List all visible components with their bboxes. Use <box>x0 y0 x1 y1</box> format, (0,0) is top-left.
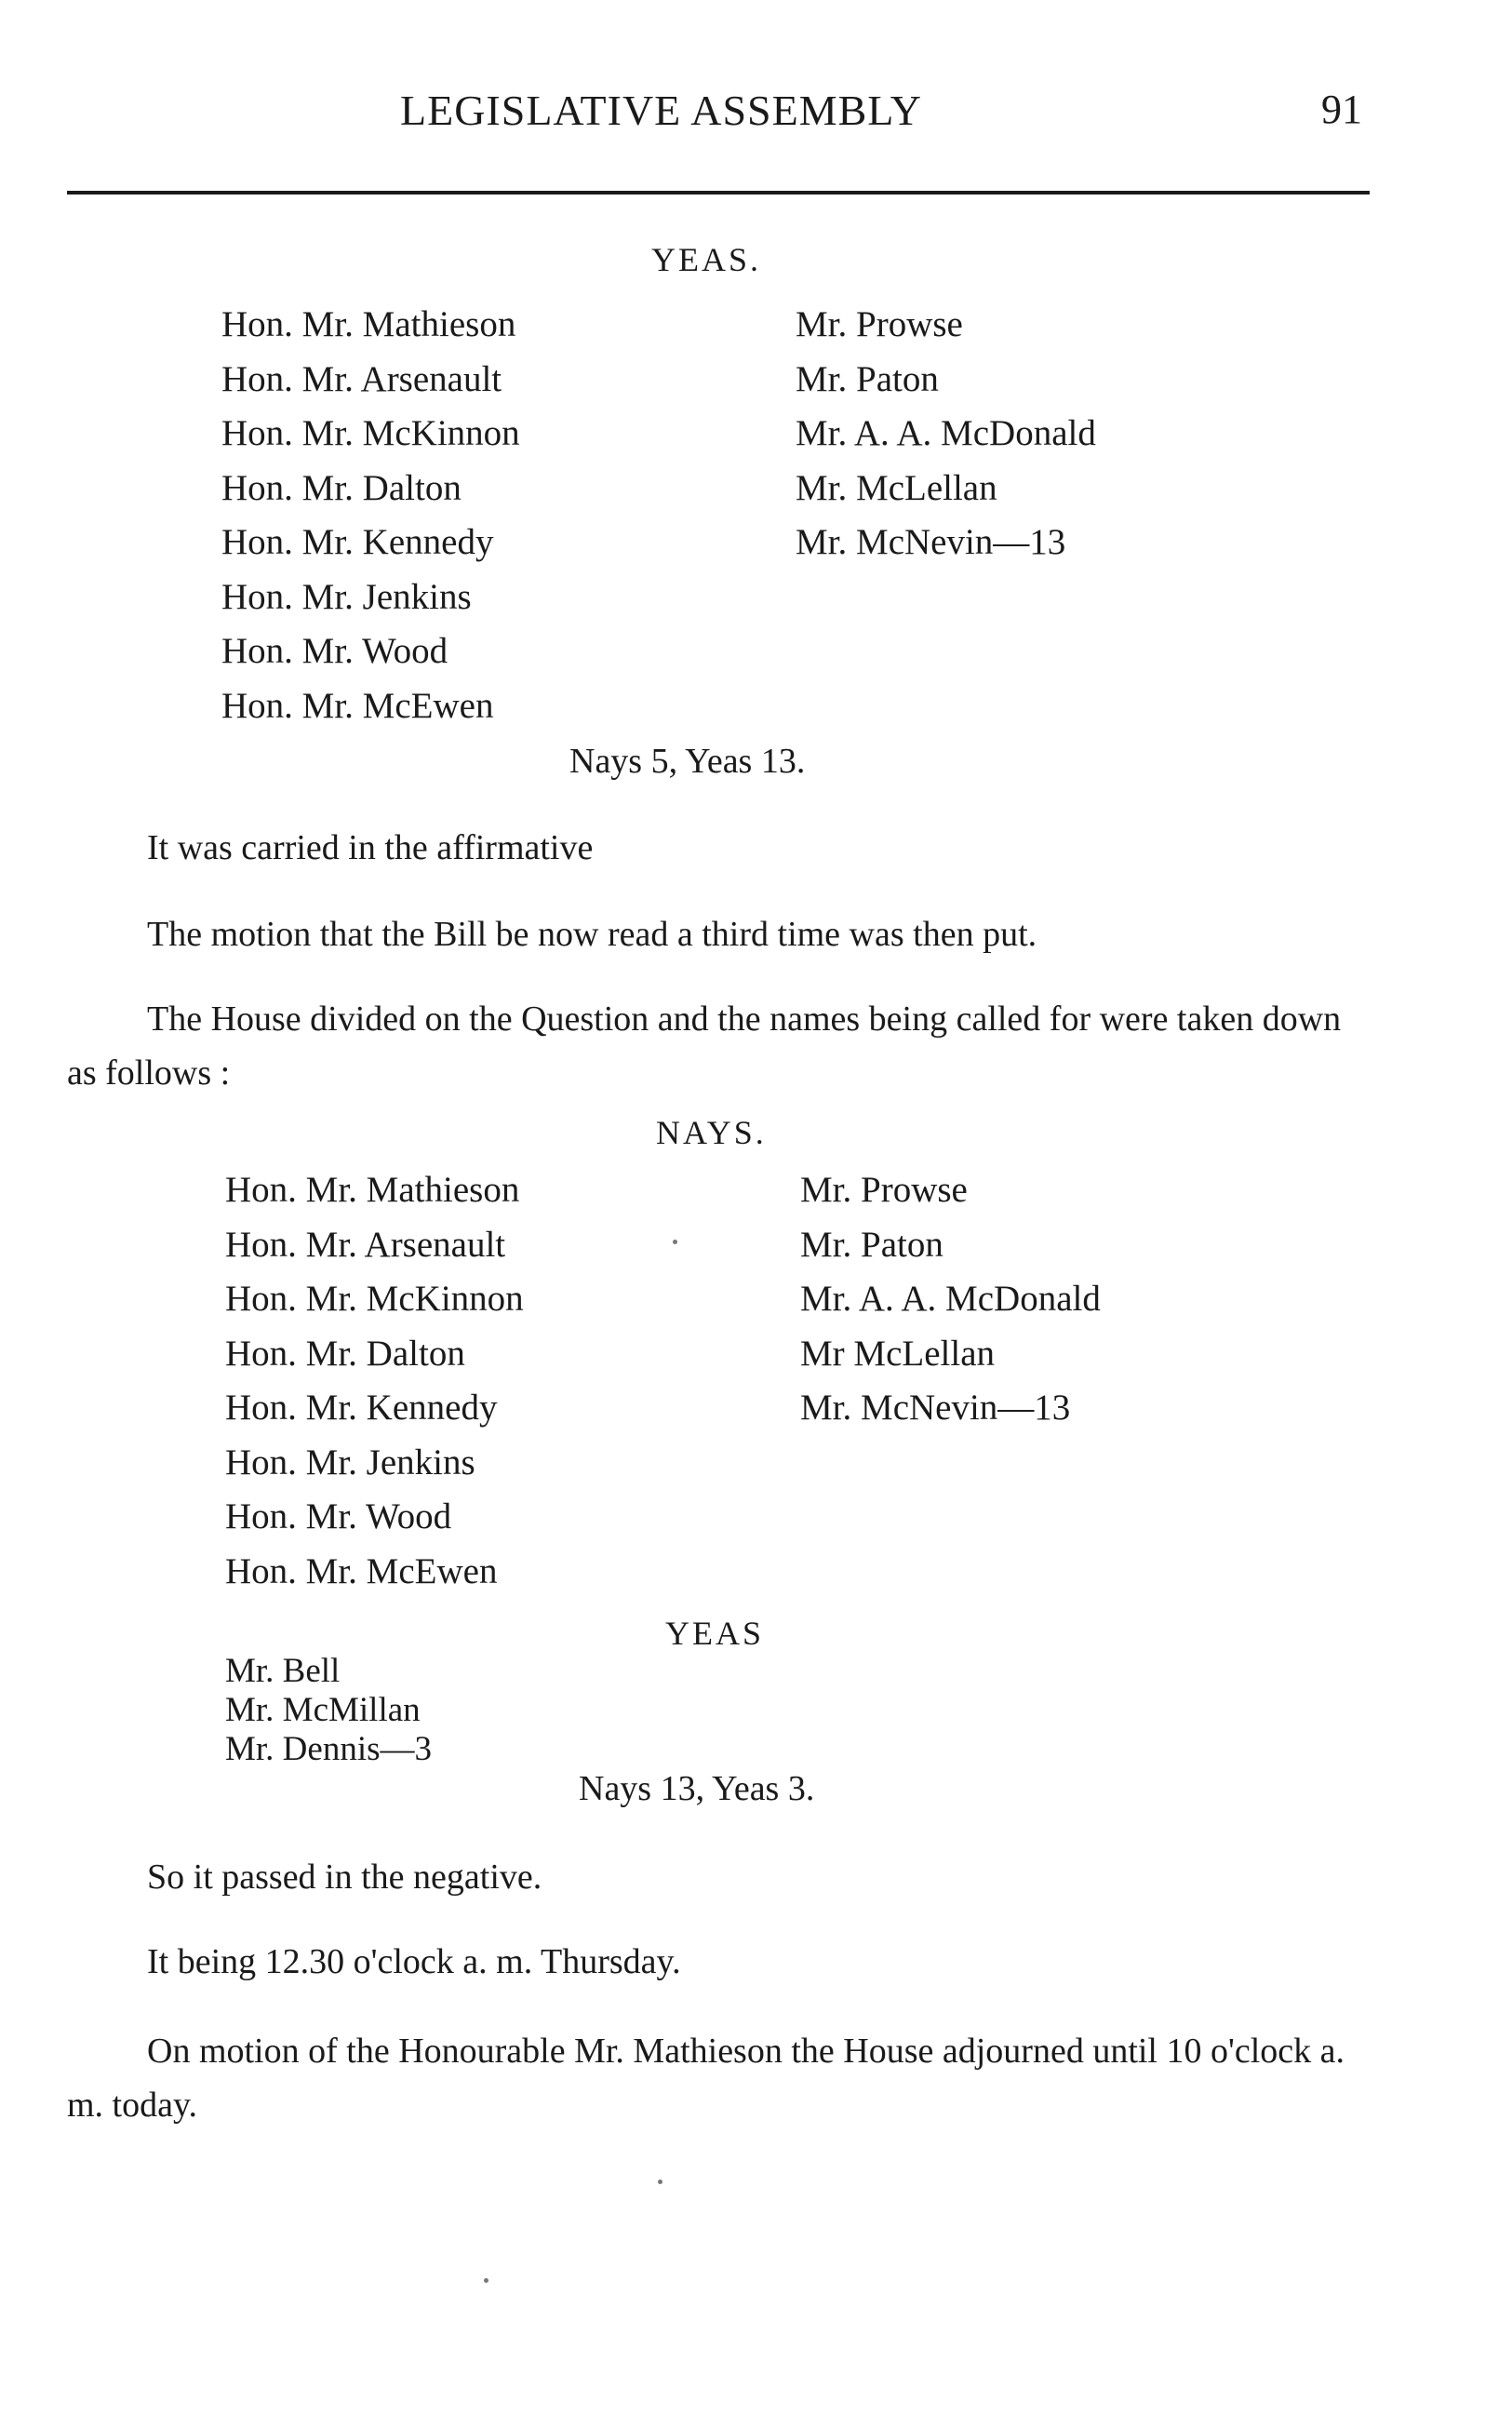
paragraph-house-divided <box>67 992 1370 1100</box>
member-name: Hon. Mr. Dalton <box>221 467 462 508</box>
member-name: Mr. Prowse <box>796 304 963 344</box>
paragraph-text: On motion of the Honourable Mr. Mathieson the House adjourned until 10 o'clock a. m. today. <box>67 2032 1345 2125</box>
member-name: Hon. Mr. Wood <box>225 1496 452 1536</box>
member-name: Hon. Mr. McEwen <box>221 685 494 726</box>
paragraph-third-reading: The motion that the Bill be now read a third time was then put. <box>147 915 1037 954</box>
division2-right-column <box>800 1163 1101 1436</box>
division2-tally: Nays 13, Yeas 3. <box>579 1769 815 1808</box>
member-name: Hon. Mr. Jenkins <box>221 576 472 617</box>
member-name: Hon. Mr. Dalton <box>225 1333 465 1374</box>
print-speck <box>484 2278 488 2283</box>
header-rule <box>67 191 1370 195</box>
member-name: Hon. Mr. McEwen <box>225 1550 498 1591</box>
member-name: Mr. Paton <box>796 358 939 399</box>
print-speck <box>673 1240 677 1244</box>
member-name: Mr. A. A. McDonald <box>800 1279 1101 1319</box>
division1-right-column <box>796 298 1096 570</box>
paragraph-time: It being 12.30 o'clock a. m. Thursday. <box>147 1942 681 1981</box>
member-name: Hon. Mr. McKinnon <box>225 1279 524 1319</box>
member-name: Hon. Mr. Mathieson <box>225 1170 520 1210</box>
member-name: Mr McLellan <box>800 1333 996 1374</box>
member-name: Mr. Prowse <box>800 1170 968 1210</box>
member-name: Hon. Mr. Wood <box>221 631 448 671</box>
print-speck <box>658 2180 662 2184</box>
member-name: Hon. Mr. Jenkins <box>225 1442 475 1482</box>
division1-heading: YEAS. <box>651 241 762 278</box>
member-name: Hon. Mr. McKinnon <box>221 413 520 453</box>
division2-left-column <box>225 1163 524 1599</box>
member-name: Mr. Paton <box>800 1224 943 1265</box>
member-name: Hon. Mr. Arsenault <box>221 358 502 399</box>
member-name: Mr. McMillan <box>225 1691 421 1729</box>
member-name: Hon. Mr. Kennedy <box>221 522 494 562</box>
page-number: 91 <box>1321 87 1362 132</box>
member-name: Mr. A. A. McDonald <box>796 413 1096 453</box>
member-name: Mr. Dennis—3 <box>225 1730 432 1768</box>
paragraph-text: The House divided on the Question and the names being called for were taken down as follows : <box>67 999 1342 1093</box>
member-name: Mr. Bell <box>225 1652 341 1690</box>
paragraph-negative: So it passed in the negative. <box>147 1858 542 1897</box>
member-name: Hon. Mr. Mathieson <box>221 304 516 344</box>
member-name: Mr. McNevin—13 <box>800 1388 1071 1428</box>
division2-heading: NAYS. <box>656 1114 767 1151</box>
division1-left-column <box>221 298 520 733</box>
member-name: Hon. Mr. Arsenault <box>225 1224 506 1265</box>
division2-yeas-column <box>225 1652 432 1769</box>
member-name: Hon. Mr. Kennedy <box>225 1388 498 1428</box>
paragraph-affirmative: It was carried in the affirmative <box>147 828 594 867</box>
division1-tally: Nays 5, Yeas 13. <box>569 742 806 781</box>
member-name: Mr. McLellan <box>796 467 997 508</box>
division2-yeas-heading: YEAS <box>665 1615 765 1652</box>
paragraph-adjourned <box>67 2024 1370 2132</box>
member-name: Mr. McNevin—13 <box>796 522 1066 562</box>
page-header-title: LEGISLATIVE ASSEMBLY <box>400 87 923 134</box>
